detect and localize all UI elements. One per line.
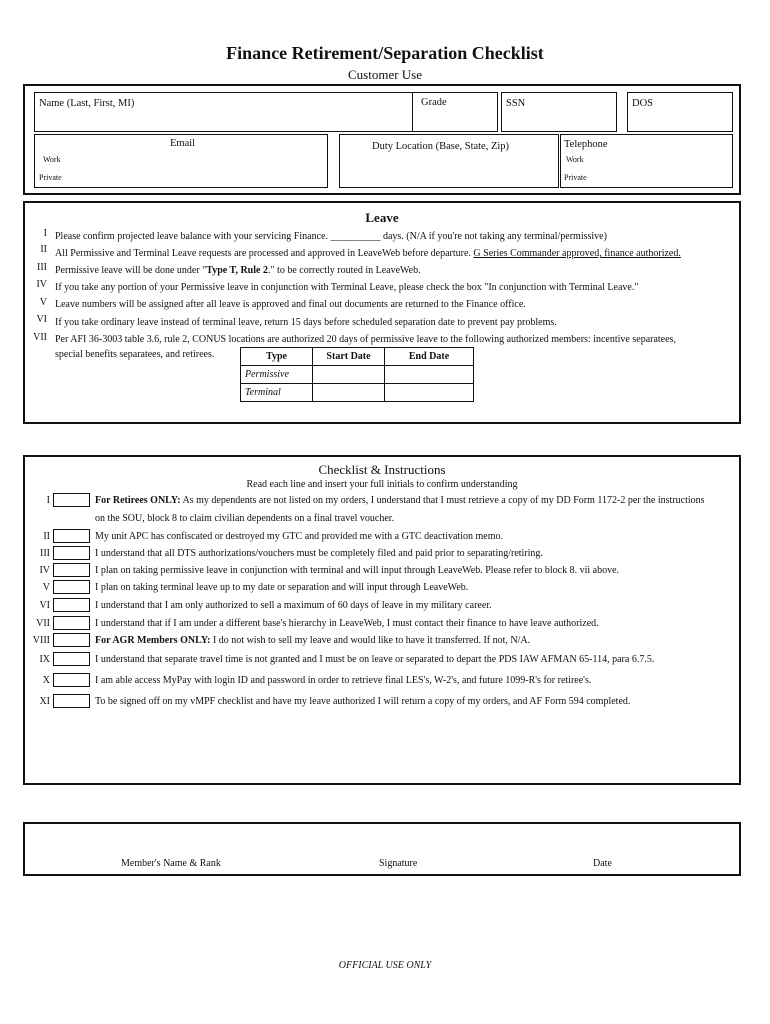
checklist-num: I	[46, 495, 50, 506]
name-field[interactable]	[34, 92, 428, 132]
initials-box[interactable]	[53, 580, 90, 594]
checklist-title: Checklist & Instructions	[318, 462, 446, 477]
leave-item-2-text: All Permissive and Terminal Leave requests are processed and approved in LeaveWeb before departure.	[55, 248, 474, 259]
initials-box[interactable]	[53, 529, 90, 543]
leave-item-7-cont: special benefits separatees, and retirees.	[55, 349, 215, 360]
leave-table-header-type: Type	[241, 348, 313, 366]
checklist-item-text: I understand that separate travel time is not granted and I must be on leave or separated to depart the PDS IAW AFMAN 65-114, para 6.7.5.	[95, 654, 655, 665]
leave-type-permissive: Permissive	[241, 366, 313, 384]
leave-item-2	[55, 248, 681, 259]
email-work-label: Work	[43, 155, 61, 164]
leave-item-4: If you take any portion of your Permissive leave in conjunction with Terminal Leave, please check the box "In conjunction with Terminal Leave."	[55, 282, 639, 293]
dos-label: DOS	[632, 98, 654, 109]
checklist-num: V	[42, 582, 50, 593]
initials-box[interactable]	[53, 598, 90, 612]
checklist-item	[95, 582, 468, 593]
checklist-num: II	[43, 531, 50, 542]
leave-num: VII	[33, 332, 47, 343]
checklist-item-text: I plan on taking terminal leave up to my date or separation and will input through LeaveWeb.	[95, 582, 469, 593]
checklist-num: IV	[39, 565, 50, 576]
leave-item-3-post: ." to be correctly routed in LeaveWeb.	[267, 265, 421, 276]
leave-num: I	[43, 228, 47, 239]
checklist-item-text: I understand that if I am under a different base's hierarchy in LeaveWeb, I must contact their finance to have leave authorized.	[95, 618, 599, 629]
checklist-num: XI	[39, 696, 50, 707]
checklist-item	[95, 618, 599, 629]
checklist-item-bold: For Retirees ONLY:	[95, 495, 181, 506]
checklist-item	[95, 531, 503, 542]
checklist-item-text: To be signed off on my vMPF checklist and have my leave authorized I will return a copy of my orders, and AF Form 594 completed.	[95, 696, 631, 707]
duty-location-label: Duty Location (Base, State, Zip)	[372, 141, 510, 152]
leave-num: V	[39, 297, 47, 308]
initials-box[interactable]	[53, 493, 90, 507]
official-use-only: OFFICIAL USE ONLY	[338, 960, 432, 971]
checklist-num: III	[40, 548, 50, 559]
ssn-label: SSN	[506, 98, 526, 109]
leave-section	[23, 201, 741, 424]
leave-num: VI	[36, 314, 47, 325]
leave-item-3	[55, 265, 421, 276]
checklist-item	[95, 495, 705, 506]
leave-item-2-underlined: G Series Commander approved, finance authorized.	[473, 248, 681, 259]
telephone-label: Telephone	[564, 139, 608, 150]
checklist-subtitle: Read each line and insert your full initials to confirm understanding	[246, 479, 518, 490]
checklist-item	[95, 548, 543, 559]
signature-label: Signature	[379, 858, 418, 869]
checklist-item-text: I understand that all DTS authorizations/vouchers must be completely filed and paid prior to separating/retiring.	[95, 548, 543, 559]
tel-work-label: Work	[566, 155, 584, 164]
leave-table	[240, 347, 474, 402]
checklist-num: VII	[36, 618, 50, 629]
initials-box[interactable]	[53, 633, 90, 647]
initials-box[interactable]	[53, 563, 90, 577]
permissive-start-date[interactable]	[313, 366, 385, 384]
checklist-item	[95, 675, 591, 686]
terminal-start-date[interactable]	[313, 384, 385, 402]
duty-location-field[interactable]	[339, 134, 559, 188]
member-name-rank-label: Member's Name & Rank	[121, 858, 221, 869]
leave-type-terminal: Terminal	[241, 384, 313, 402]
name-label: Name (Last, First, MI)	[39, 98, 135, 109]
leave-table-header-start: Start Date	[313, 348, 385, 366]
terminal-end-date[interactable]	[385, 384, 474, 402]
dos-field[interactable]	[627, 92, 733, 132]
checklist-item-text: I understand that I am only authorized to sell a maximum of 60 days of leave in my military career.	[95, 600, 492, 611]
checklist-item-text: I am able access MyPay with login ID and password in order to retrieve final LES's, W-2's, and future 1099-R's for retiree's.	[95, 675, 592, 686]
leave-item-3-bold: Type T, Rule 2	[206, 265, 268, 276]
checklist-item	[95, 565, 619, 576]
leave-item-6: If you take ordinary leave instead of terminal leave, return 15 days before scheduled separation date to prevent pay problems.	[55, 317, 557, 328]
checklist-item-bold: For AGR Members ONLY:	[95, 635, 211, 646]
checklist-item	[95, 600, 492, 611]
permissive-end-date[interactable]	[385, 366, 474, 384]
tel-private-label: Private	[564, 173, 587, 182]
leave-table-header-end: End Date	[385, 348, 474, 366]
checklist-item-text: As my dependents are not listed on my orders, I understand that I must retrieve a copy of my DD Form 1172-2 per the instructions	[180, 495, 705, 506]
initials-box[interactable]	[53, 694, 90, 708]
grade-field[interactable]	[412, 92, 498, 132]
email-label: Email	[170, 138, 196, 149]
leave-num: IV	[36, 279, 47, 290]
checklist-item-text: I do not wish to sell my leave and would like to have it transferred. If not, N/A.	[210, 635, 531, 646]
customer-info-section	[23, 84, 741, 195]
leave-item-5: Leave numbers will be assigned after all leave is approved and final out documents are returned to the Finance office.	[55, 299, 526, 310]
leave-item-7: Per AFI 36-3003 table 3.6, rule 2, CONUS locations are authorized 20 days of permissive leave to the following authorized members: incentive separatees,	[55, 334, 676, 345]
telephone-field[interactable]	[560, 134, 733, 188]
checklist-num: VIII	[32, 635, 50, 646]
initials-box[interactable]	[53, 652, 90, 666]
date-label: Date	[593, 858, 612, 869]
checklist-num: VI	[39, 600, 50, 611]
initials-box[interactable]	[53, 616, 90, 630]
leave-num: II	[40, 244, 47, 255]
checklist-item	[95, 654, 654, 665]
initials-box[interactable]	[53, 546, 90, 560]
initials-box[interactable]	[53, 673, 90, 687]
checklist-num: X	[42, 675, 50, 686]
checklist-item-cont: on the SOU, block 8 to claim civilian dependents on a final travel voucher.	[95, 513, 395, 524]
leave-title: Leave	[365, 210, 399, 225]
leave-num: III	[37, 262, 47, 273]
email-field[interactable]	[34, 134, 328, 188]
ssn-field[interactable]	[501, 92, 617, 132]
signature-section	[23, 822, 741, 876]
checklist-num: IX	[39, 654, 50, 665]
checklist-item	[95, 635, 530, 646]
page-title: Finance Retirement/Separation Checklist	[226, 43, 544, 63]
leave-item-3-pre: Permissive leave will be done under "	[55, 265, 207, 276]
page-subtitle: Customer Use	[347, 67, 423, 82]
checklist-item-text: My unit APC has confiscated or destroyed my GTC and provided me with a GTC deactivation memo.	[95, 531, 503, 542]
grade-label: Grade	[421, 97, 447, 108]
checklist-item	[95, 696, 630, 707]
leave-item-1: Please confirm projected leave balance with your servicing Finance. __________ days. (N/A if you're not taking any terminal/permissive)	[55, 231, 607, 242]
email-private-label: Private	[39, 173, 62, 182]
checklist-item-text: I plan on taking permissive leave in conjunction with terminal and will input through LeaveWeb. Please refer to block 8. vii above.	[95, 565, 620, 576]
